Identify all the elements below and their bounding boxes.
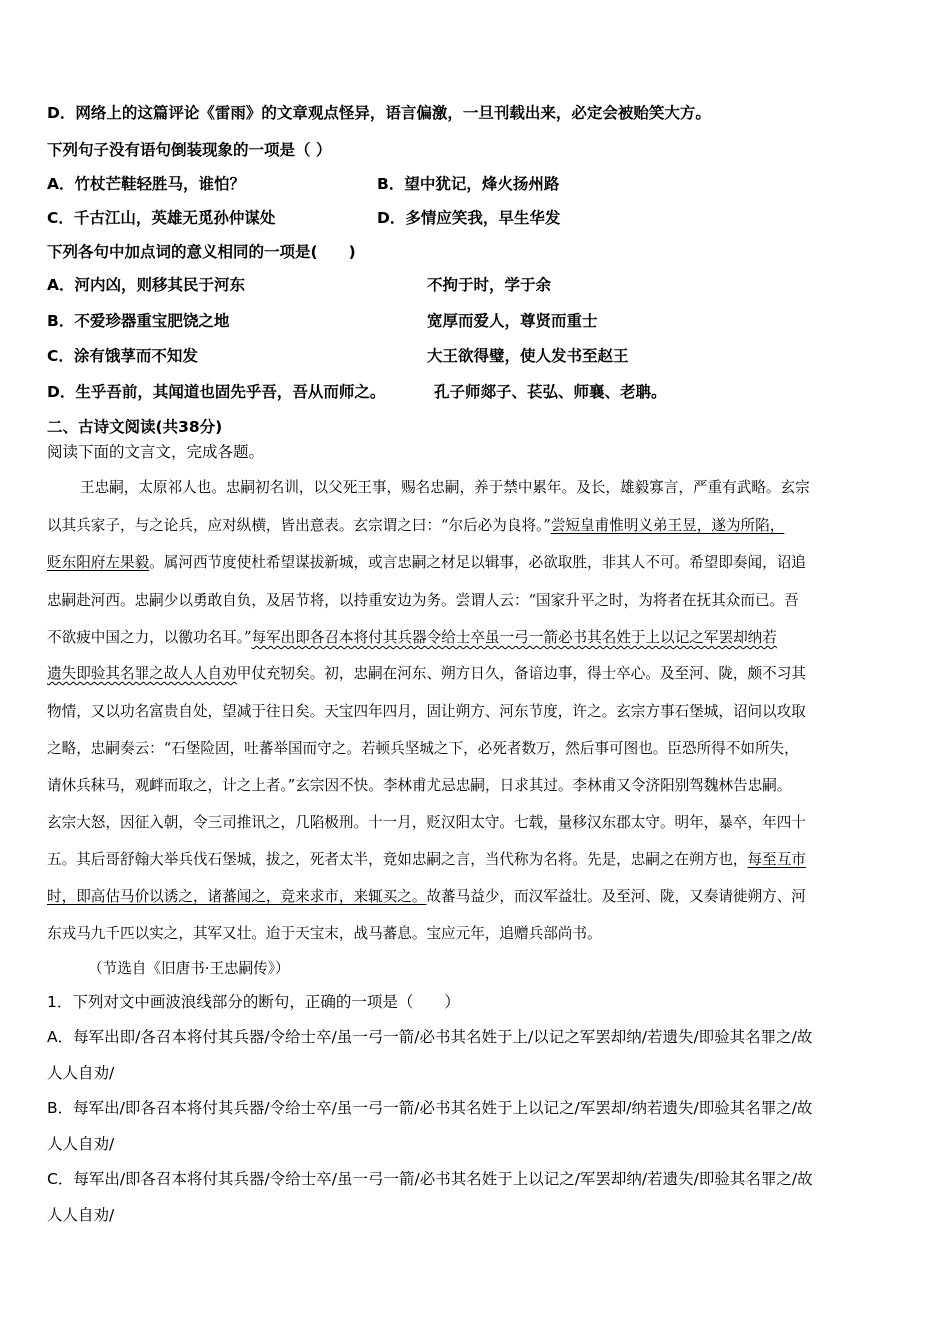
inversion-option-d: D．多情应笑我，早生华发 (377, 209, 561, 227)
passage-line-2 (47, 514, 905, 535)
passage-text: 以其兵家子，与之论兵，应对纵横，皆出意表。玄宗谓之曰：“尔后必为良将。” (47, 517, 551, 534)
word-option-d-right: 孔子师郯子、苌弘、师襄、老聃。 (434, 383, 667, 401)
passage-text: 五。其后哥舒翰大举兵伐石堡城，拔之，死者太半，竟如忠嗣之言，当代称为名将。先是，忠嗣之在朔方也， (47, 851, 748, 868)
word-option-a-right: 不拘于时，学于余 (427, 276, 552, 294)
passage-line-7: 物情，又以功名富贵自处，望减于往日矣。天宝四年四月，固让朔方、河东节度，许之。玄宗方事石堡城，诏问以攻取 (47, 703, 806, 720)
inversion-question-stem: 下列句子没有语句倒装现象的一项是（ ） (47, 141, 332, 159)
section-title: 二、古诗文阅读(共38分) (47, 418, 223, 436)
word-meaning-question-stem: 下列各句中加点词的意义相同的一项是( ) (47, 243, 356, 261)
passage-text: 甲仗充牣矣。初，忠嗣在河东、朔方日久，备谙边事，得士卒心。及至河、陇，颇不习其 (236, 665, 806, 682)
underlined-sentence-2-end: 时，即高估马价以诱之，诸蕃闻之，竞来求市，来辄买之。 (47, 888, 427, 905)
question-1-option-c-line-1: C．每军出/即各召本将付其兵器/令给士卒/虽一弓一箭/必书其名姓于上以记之/军罢却纳/若遗失/即验其名罪之/故 (47, 1170, 813, 1188)
word-option-b-right: 宽厚而爱人，尊贤而重士 (427, 312, 598, 330)
inversion-option-c: C．千古江山，英雄无觅孙仲谋处 (47, 209, 276, 227)
question-1-stem: 1．下列对文中画波浪线部分的断句，正确的一项是（ ） (47, 993, 460, 1011)
inversion-option-a: A．竹杖芒鞋轻胜马，谁怕？ (47, 175, 245, 193)
question-1-option-a-line-2: 人人自劝/ (47, 1064, 115, 1082)
underlined-sentence: 尝短皇甫惟明义弟王昱，遂为所陷， (550, 517, 785, 534)
section-instruction: 阅读下面的文言文，完成各题。 (47, 443, 265, 461)
passage-text: 故蕃马益少，而汉军益壮。及至河、陇，又奏请徙朔方、河 (426, 888, 806, 905)
passage-line-12 (47, 885, 905, 906)
word-option-d-left: D．生乎吾前，其闻道也固先乎吾，吾从而师之。 (47, 383, 386, 401)
passage-text: 。属河西节度使杜希望谋拔新城，或言忠嗣之材足以辑事，必欲取胜，非其人不可。希望即奏闻，诏追 (149, 554, 806, 571)
word-option-b-left: B．不爱珍器重宝肥饶之地 (47, 312, 230, 330)
word-option-a-left: A．河内凶，则移其民于河东 (47, 276, 245, 294)
passage-line-11 (47, 848, 905, 869)
question-1-option-a-line-1: A．每军出即/各召本将付其兵器/令给士卒/虽一弓一箭/必书其名姓于上/以记之军罢却纳/若遗失/即验其名罪之/故 (47, 1028, 813, 1046)
question-1-option-b-line-1: B．每军出/即各召本将付其兵器/令给士卒/虽一弓一箭/必书其名姓于上以记之/军罢却/纳若遗失/即验其名罪之/故 (47, 1099, 813, 1117)
passage-line-1: 王忠嗣，太原祁人也。忠嗣初名训，以父死王事，赐名忠嗣，养于禁中累年。及长，雄毅寡言，严重有武略。玄宗 (80, 479, 810, 496)
inversion-option-b: B．望中犹记，烽火扬州路 (377, 175, 560, 193)
passage-line-5 (47, 626, 905, 647)
passage-text: 不欲疲中国之力，以徼功名耳。” (47, 629, 252, 646)
question-1-option-b-line-2: 人人自劝/ (47, 1135, 115, 1153)
passage-line-9: 请休兵秣马，观衅而取之，计之上者。”玄宗因不快。李林甫尤忌忠嗣，日求其过。李林甫又令济阳别驾魏林告忠嗣。 (47, 777, 792, 794)
underlined-sentence-end: 贬东阳府左果毅 (47, 554, 150, 571)
passage-line-3 (47, 551, 905, 572)
passage-line-13: 东戎马九千匹以实之，其军又壮。迨于天宝末，战马蕃息。宝应元年，追赠兵部尚书。 (47, 925, 602, 942)
word-option-c-left: C．涂有饿莩而不知发 (47, 347, 198, 365)
passage-line-4: 忠嗣赴河西。忠嗣少以勇敢自负，及居节将，以持重安边为务。尝谓人云：“国家升平之时，为将者在抚其众而已。吾 (47, 592, 799, 609)
wavy-underlined-passage-end: 遗失即验其名罪之故人人自劝 (47, 665, 237, 682)
wavy-underlined-passage: 每军出即各召本将付其兵器令给士卒虽一弓一箭必书其名姓于上以记之军罢却纳若 (251, 629, 777, 646)
passage-line-10: 玄宗大怒，因征入朝，令三司推讯之，几陷极刑。十一月，贬汉阳太守。七载，量移汉东郡太守。明年，暴卒，年四十 (47, 814, 806, 831)
passage-line-6 (47, 662, 905, 683)
prev-question-option-d: D．网络上的这篇评论《雷雨》的文章观点怪异，语言偏激，一旦刊载出来，必定会被贻笑大方。 (47, 104, 711, 122)
passage-source: （节选自《旧唐书·王忠嗣传》） (88, 960, 290, 977)
word-option-c-right: 大王欲得璧，使人发书至赵王 (427, 347, 629, 365)
underlined-sentence-2: 每至互市 (747, 851, 806, 868)
passage-line-8: 之略，忠嗣奏云：“石堡险固，吐蕃举国而守之。若顿兵坚城之下，必死者数万，然后事可图也。臣恐所得不如所失， (47, 740, 799, 757)
question-1-option-c-line-2: 人人自劝/ (47, 1206, 115, 1224)
